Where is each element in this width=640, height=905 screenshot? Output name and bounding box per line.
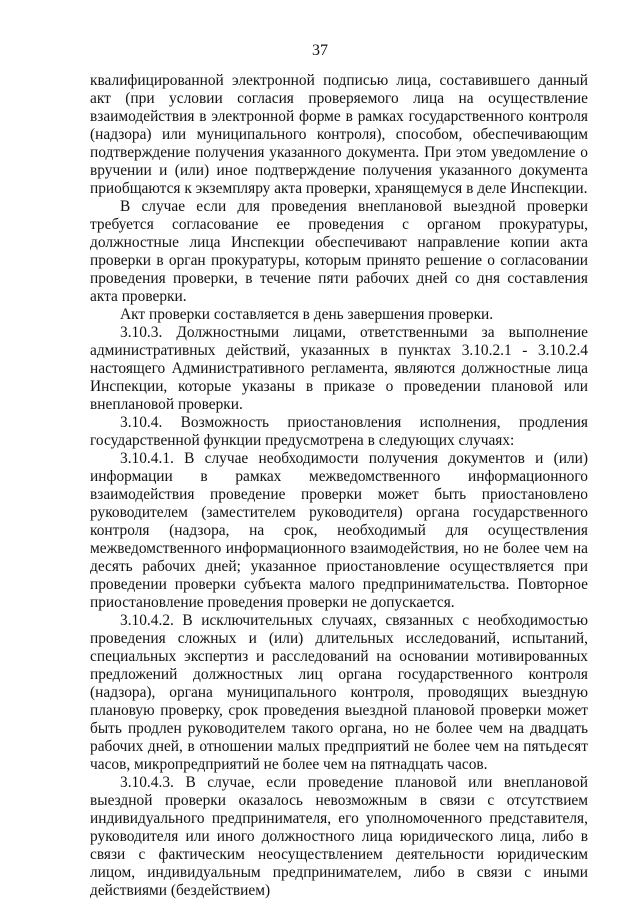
page-number: 37	[312, 42, 328, 59]
paragraph-3-10-3: 3.10.3. Должностными лицами, ответственными за выполнение административных действий, указанных в пунктах 3.10.2.1 - 3.10.2.4 настоящего Административного регламента, являются должностные лица Инспекции, которые указаны в приказе о проведении плановой или внеплановой проверки.	[90, 324, 588, 413]
paragraph-3-10-4-1: 3.10.4.1. В случае необходимости получения документов и (или) информации в рамках межведомственного информационного взаимодействия проведение проверки может быть приостановлено руководителем (заместителем руководителя) органа государственного контроля (надзора, на срок, необходимый для осуществления межведомственного информационного взаимодействия, но не более чем на десять рабочих дней; указанное приостановление осуществляется при проведении проверки субъекта малого предпринимательства. Повторное приостановление проведения проверки не допускается.	[90, 450, 588, 611]
paragraph-continuation: квалифицированной электронной подписью лица, составившего данный акт (при условии согласия проверяемого лица на осуществление взаимодействия в электронной форме в рамках государственного контроля (надзора) или муниципального контроля), способом, обеспечивающим подтверждение получения указанного документа. При этом уведомление о вручении и (или) иное подтверждение получения указанного документа приобщаются к экземпляру акта проверки, хранящемуся в деле Инспекции.	[90, 72, 588, 197]
paragraph-3-10-4-3: 3.10.4.3. В случае, если проведение плановой или внеплановой выездной проверки оказалось невозможным в связи с отсутствием индивидуального предпринимателя, его уполномоченного представителя, руководителя или иного должностного лица юридического лица, либо в связи с фактическим неосуществлением деятельности юридическим лицом, индивидуальным предпринимателем, либо в связи с иными действиями (бездействием)	[90, 774, 588, 899]
paragraph-3-10-4-2: 3.10.4.2. В исключительных случаях, связанных с необходимостью проведения сложных и (или) длительных исследований, испытаний, специальных экспертиз и расследований на основании мотивированных предложений должностных лиц органа государственного контроля (надзора), органа муниципального контроля, проводящих выездную плановую проверку, срок проведения выездной плановой проверки может быть продлен руководителем такого органа, но не более чем на двадцать рабочих дней, в отношении малых предприятий не более чем на пятьдесят часов, микропредприятий не более чем на пятнадцать часов.	[90, 612, 588, 773]
paragraph-prosecutor-approval: В случае если для проведения внеплановой выездной проверки требуется согласование ее проведения с органом прокуратуры, должностные лица Инспекции обеспечивают направление копии акта проверки в орган прокуратуры, которым принято решение о согласовании проведения проверки, в течение пяти рабочих дней со дня составления акта проверки.	[90, 198, 588, 305]
paragraph-3-10-4: 3.10.4. Возможность приостановления исполнения, продления государственной функции предусмотрена в следующих случаях:	[90, 414, 588, 449]
paragraph-act-date: Акт проверки составляется в день завершения проверки.	[120, 306, 494, 323]
document-body	[90, 72, 588, 900]
